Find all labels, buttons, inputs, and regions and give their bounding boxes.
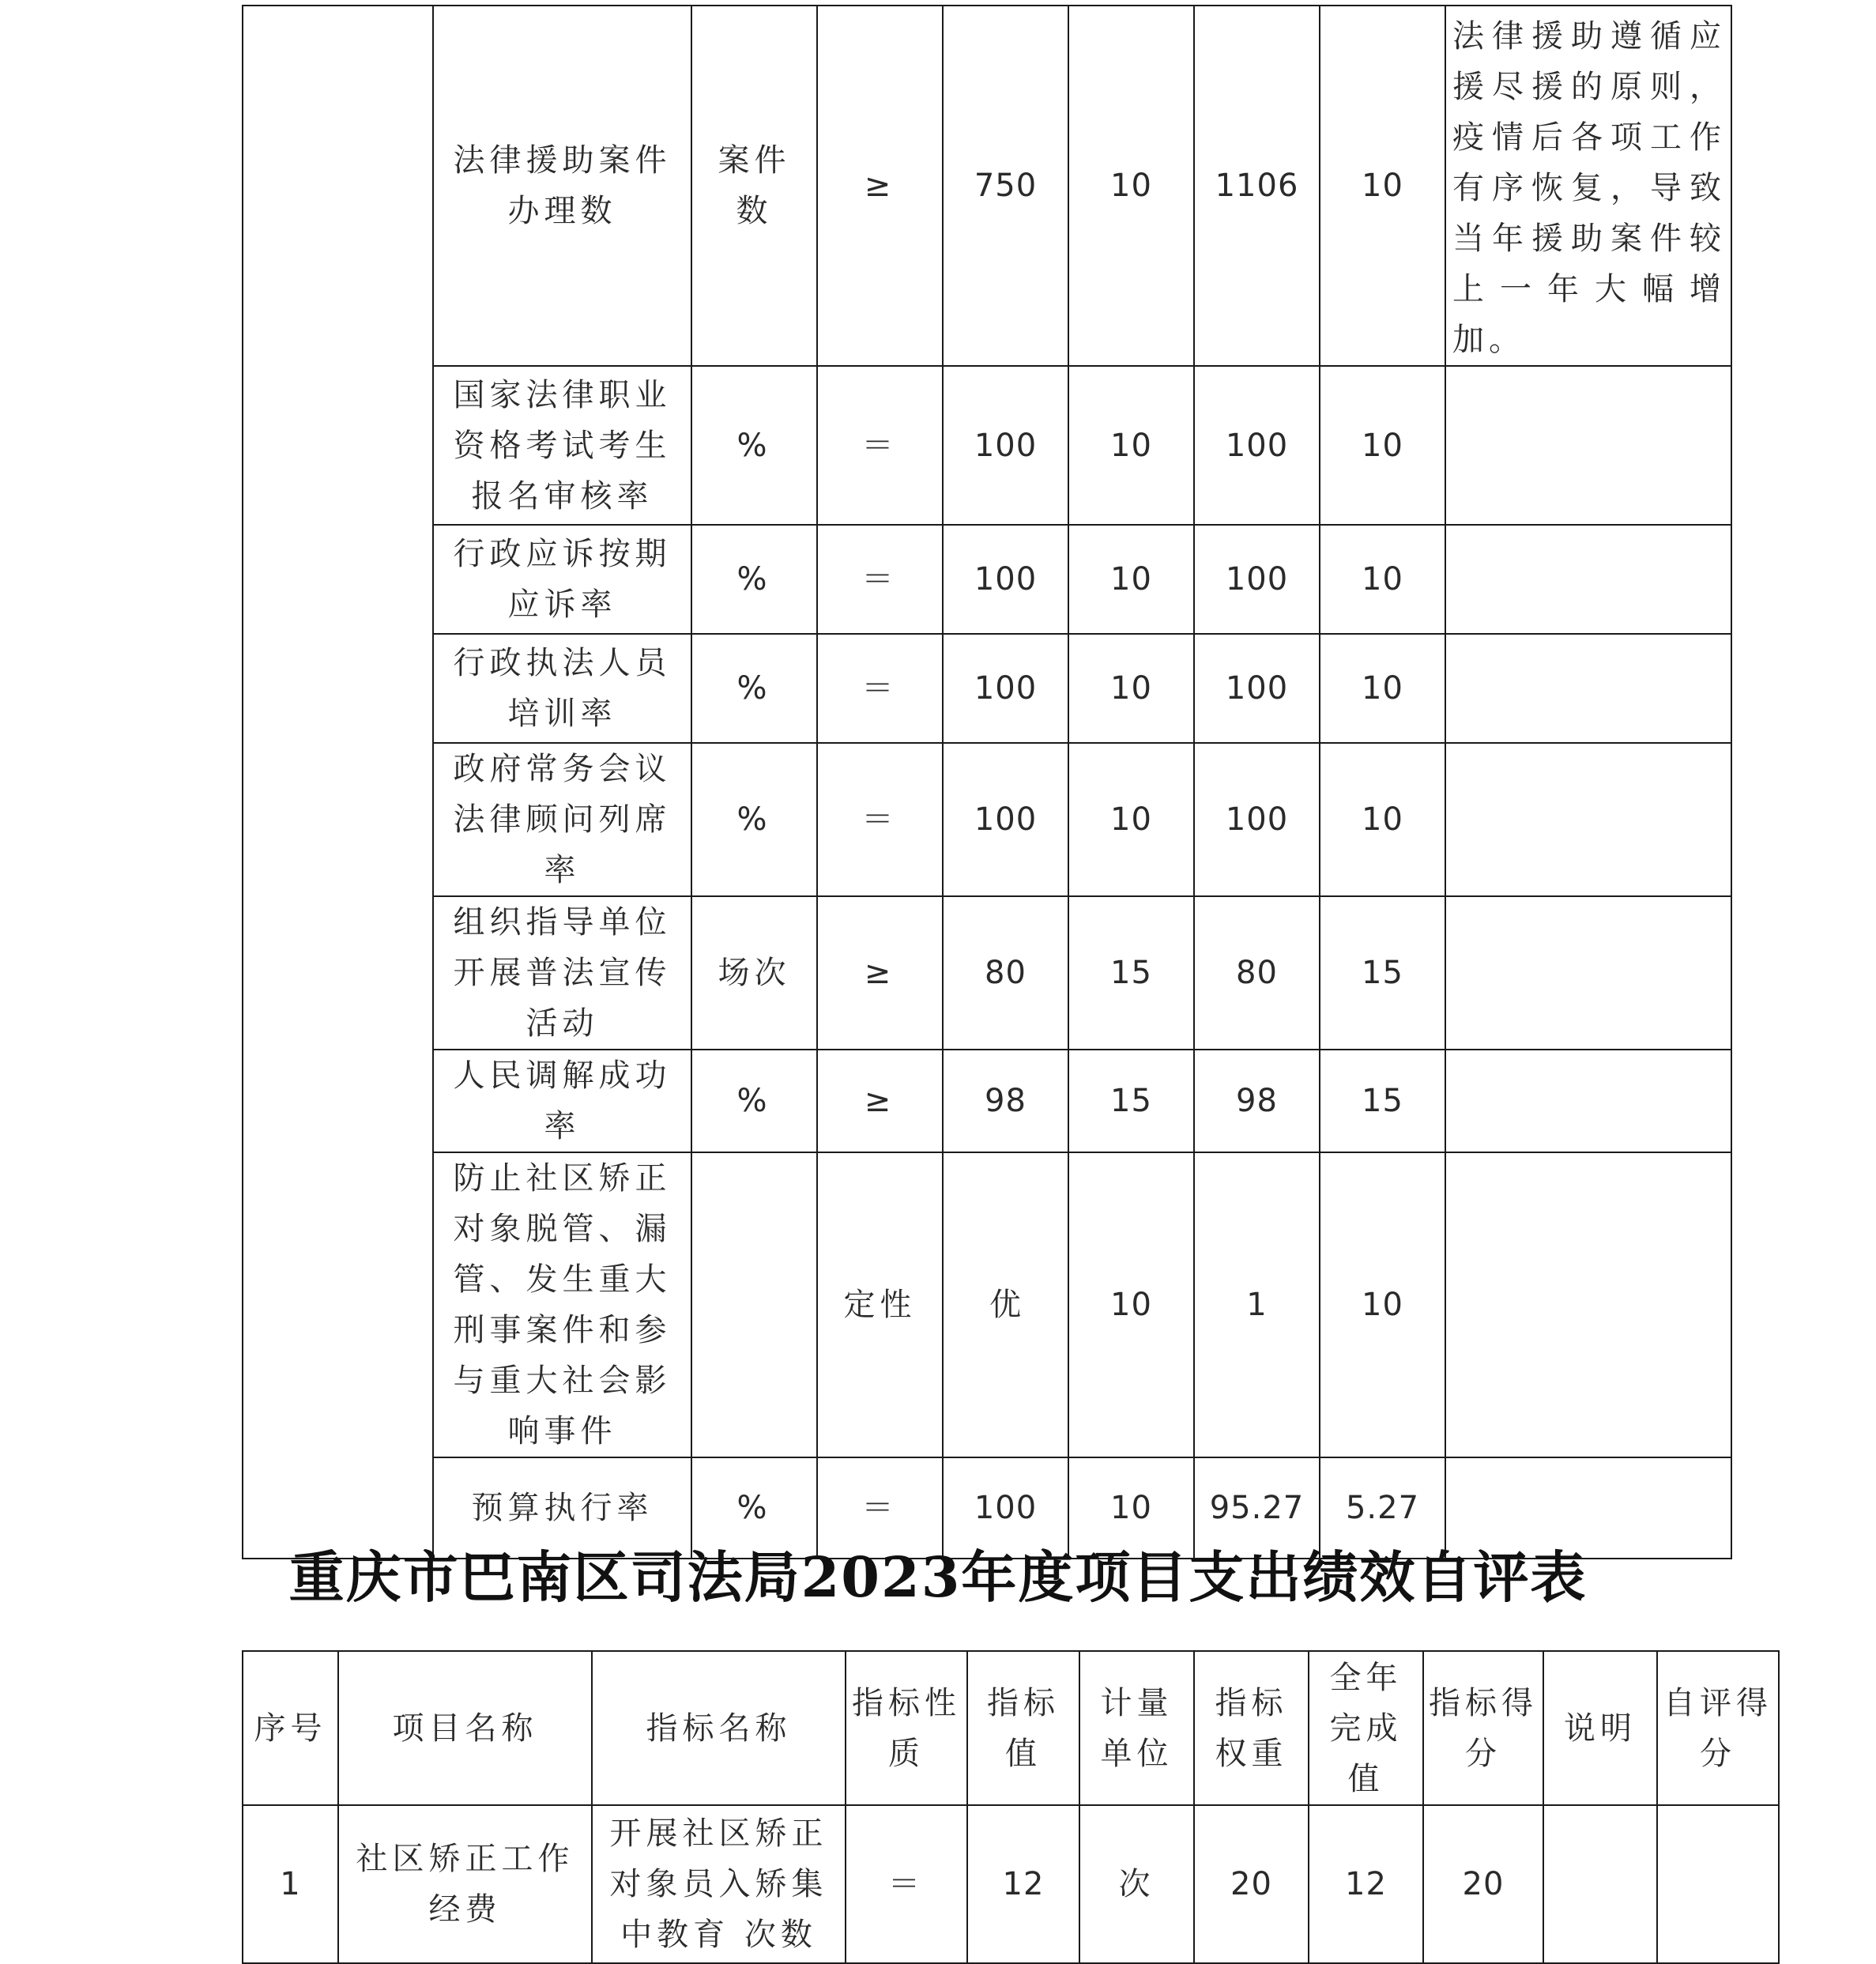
header-weight: 指标权重: [1194, 1651, 1309, 1805]
header-note: 说明: [1543, 1651, 1657, 1805]
actual-cell: 1106: [1194, 6, 1320, 366]
actual-cell: 98: [1194, 1050, 1320, 1152]
unit-cell: 次: [1079, 1805, 1194, 1963]
unit-cell: %: [691, 366, 817, 525]
header-score: 指标得分: [1423, 1651, 1543, 1805]
unit-cell: %: [691, 1457, 817, 1559]
table-row: [243, 896, 1731, 1050]
header-project-name: 项目名称: [338, 1651, 592, 1805]
unit-cell: %: [691, 743, 817, 896]
header-actual: 全年完成值: [1309, 1651, 1423, 1805]
weight-cell: 10: [1068, 634, 1194, 743]
score-cell: 10: [1320, 366, 1445, 525]
header-unit: 计量单位: [1079, 1651, 1194, 1805]
actual-cell: 80: [1194, 896, 1320, 1050]
unit-cell: %: [691, 525, 817, 634]
header-indicator-nature: 指标性质: [846, 1651, 967, 1805]
target-cell: 98: [943, 1050, 1068, 1152]
actual-cell: 95.27: [1194, 1457, 1320, 1559]
indicator-name-cell: 组织指导单位开展普法宣传活动: [433, 896, 691, 1050]
table-row: [243, 1805, 1779, 1963]
indicator-name-cell: 人民调解成功率: [433, 1050, 691, 1152]
value-cell: 12: [967, 1805, 1079, 1963]
seq-cell: 1: [243, 1805, 338, 1963]
target-cell: 100: [943, 634, 1068, 743]
note-cell: 法律援助遵循应援尽援的原则，疫情后各项工作有序恢复，导致当年援助案件较上一年大幅增加。: [1445, 6, 1731, 366]
weight-cell: 15: [1068, 1050, 1194, 1152]
table-row: [243, 743, 1731, 896]
weight-cell: 15: [1068, 896, 1194, 1050]
operator-cell: ＝: [817, 1457, 943, 1559]
table-row: [243, 525, 1731, 634]
target-cell: 100: [943, 525, 1068, 634]
target-cell: 100: [943, 743, 1068, 896]
header-row: [243, 1651, 1779, 1805]
score-cell: 15: [1320, 1050, 1445, 1152]
note-cell: [1445, 896, 1731, 1050]
weight-cell: 10: [1068, 1457, 1194, 1559]
actual-cell: 100: [1194, 525, 1320, 634]
actual-cell: 100: [1194, 634, 1320, 743]
indicator-name-cell: 政府常务会议法律顾问列席率: [433, 743, 691, 896]
indicator-name-cell: 行政执法人员培训率: [433, 634, 691, 743]
note-cell: [1445, 366, 1731, 525]
unit-cell: %: [691, 1050, 817, 1152]
header-indicator-value: 指标值: [967, 1651, 1079, 1805]
score-cell: 5.27: [1320, 1457, 1445, 1559]
operator-cell: ＝: [817, 525, 943, 634]
score-cell: 20: [1423, 1805, 1543, 1963]
note-cell: [1543, 1805, 1657, 1963]
document-title: 重庆市巴南区司法局2023年度项目支出绩效自评表: [288, 1544, 1588, 1610]
score-cell: 10: [1320, 743, 1445, 896]
note-cell: [1445, 525, 1731, 634]
header-self-score: 自评得分: [1657, 1651, 1779, 1805]
operator-cell: ≥: [817, 1050, 943, 1152]
category-cell: [243, 6, 433, 1559]
target-cell: 100: [943, 366, 1068, 525]
actual-cell: 12: [1309, 1805, 1423, 1963]
table-row: [243, 634, 1731, 743]
project-name-cell: 社区矫正工作经费: [338, 1805, 592, 1963]
indicator-name-cell: 防止社区矫正对象脱管、漏管、发生重大刑事案件和参与重大社会影响事件: [433, 1152, 691, 1457]
unit-cell: 场次: [691, 896, 817, 1050]
indicator-name-cell: 法律援助案件办理数: [433, 6, 691, 366]
weight-cell: 10: [1068, 525, 1194, 634]
indicator-name-cell: 国家法律职业资格考试考生报名审核率: [433, 366, 691, 525]
self-evaluation-table: [242, 1650, 1780, 1964]
actual-cell: 100: [1194, 366, 1320, 525]
self-score-cell: [1657, 1805, 1779, 1963]
score-cell: 10: [1320, 525, 1445, 634]
note-cell: [1445, 1152, 1731, 1457]
score-cell: 15: [1320, 896, 1445, 1050]
operator-cell: ≥: [817, 6, 943, 366]
target-cell: 优: [943, 1152, 1068, 1457]
note-cell: [1445, 634, 1731, 743]
operator-cell: 定性: [817, 1152, 943, 1457]
weight-cell: 10: [1068, 743, 1194, 896]
target-cell: 80: [943, 896, 1068, 1050]
score-cell: 10: [1320, 1152, 1445, 1457]
operator-cell: ＝: [817, 634, 943, 743]
weight-cell: 10: [1068, 6, 1194, 366]
operator-cell: ＝: [817, 743, 943, 896]
table-row: [243, 1050, 1731, 1152]
table-row: [243, 1152, 1731, 1457]
target-cell: 750: [943, 6, 1068, 366]
weight-cell: 10: [1068, 1152, 1194, 1457]
note-cell: [1445, 743, 1731, 896]
nature-cell: ＝: [846, 1805, 967, 1963]
operator-cell: ≥: [817, 896, 943, 1050]
note-cell: [1445, 1050, 1731, 1152]
actual-cell: 1: [1194, 1152, 1320, 1457]
table-row: [243, 6, 1731, 366]
unit-cell: %: [691, 634, 817, 743]
header-indicator-name: 指标名称: [592, 1651, 846, 1805]
score-cell: 10: [1320, 634, 1445, 743]
weight-cell: 20: [1194, 1805, 1309, 1963]
operator-cell: ＝: [817, 366, 943, 525]
unit-cell: [691, 1152, 817, 1457]
weight-cell: 10: [1068, 366, 1194, 525]
table-row: [243, 366, 1731, 525]
indicator-name-cell: 行政应诉按期应诉率: [433, 525, 691, 634]
indicator-name-cell: 开展社区矫正对象员入矫集中教育 次数: [592, 1805, 846, 1963]
actual-cell: 100: [1194, 743, 1320, 896]
target-cell: 100: [943, 1457, 1068, 1559]
performance-table-continued: [242, 5, 1732, 1559]
unit-cell: 案件数: [691, 6, 817, 366]
header-seq: 序号: [243, 1651, 338, 1805]
score-cell: 10: [1320, 6, 1445, 366]
indicator-name-cell: 预算执行率: [433, 1457, 691, 1559]
